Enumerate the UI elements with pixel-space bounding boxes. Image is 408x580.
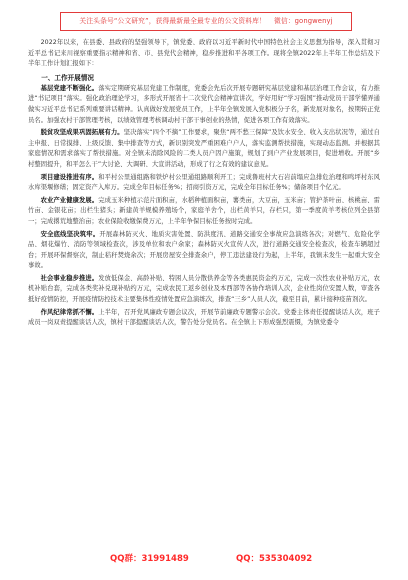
paragraph-text: 开展森林防灭火、地质灾害处置、防洪度汛、道路交通安全事故应急演练各次；对燃气、危险化学品、烟花爆竹、消防等领域检查次，涉及单位和农户余家；森林防灭火宣传人次，进行道路交通安全检查次，检查车辆超过台；开展环保督察次，制止秸秆焚烧余次；开展房屋安全排查余户，停工违法建设行为起，上半年，我镇未发生一起重大安全事故。 — [28, 230, 380, 270]
paragraph-lead: 作风纪律常抓不懈。 — [40, 308, 99, 316]
qq-group: QQ群：31991489 — [110, 554, 189, 564]
banner-text: 关注头条号“公文研究”，获得最新最全最专业的公文资料库！ — [79, 17, 266, 25]
paragraph-lead: 基层党建不断强化。 — [40, 84, 99, 92]
paragraph-party-building — [28, 84, 380, 126]
top-banner[interactable] — [60, 12, 352, 31]
paragraph-text: 上半年，召开党风廉政专题会议次，开展节前廉政专题警示会次。党委主体责任提醒谈话人次，班子成员一岗双责提醒谈话人次，镇村干部提醒谈话人次，警告处分党员名。在全镇上下形成强烈震慑，为镇党委令 — [28, 308, 381, 327]
paragraph-poverty-alleviation — [28, 128, 380, 170]
paragraph-text: 完成玉米种植示范片面积亩，水稻种植面积亩，薯类亩，大豆亩，玉米亩；管护茶叶亩、核桃亩、雷竹亩、金银花亩；出栏生猪头；新建黄羊规模养殖场个，家庭羊舍个，出栏黄羊只，存栏只，第一季度黄羊考核位列全县第一；完成撂荒地整治亩；农业保险收缴保费万元，上半年争保目标任务按时完成。 — [28, 196, 381, 225]
paragraph-lead: 社会事业稳步推进。 — [40, 274, 99, 282]
paragraph-text: 落实定期研究基层党建工作制度，党委会先后次开展专题研究基层党建和基层治理工作会议，有力推进“书记项目”落实。强化政治理论学习，多形式开展省十二次党代会精神宣讲次，学好用好“学习强国”推动党员干部学懂弄通做实习近平总书记系列重要讲话精神。认真做好发展党员工作，上半年全镇发展入党积极分子名，新发展对象名，按期转正党员名。加强农村干部管理考核，以绩效管理考核调动村干部干事创业的热情，促进各项工作有效落实。 — [28, 84, 381, 124]
banner-wechat: 微信：gongwenyj — [273, 17, 333, 25]
paragraph-social — [28, 274, 380, 306]
qq-number: QQ：535304092 — [236, 554, 313, 564]
paragraph-lead: 农业产业健康发展。 — [40, 196, 99, 204]
footer-contacts — [0, 550, 408, 568]
paragraph-projects — [28, 173, 380, 194]
paragraph-lead: 脱贫攻坚成果巩固拓展有力。 — [40, 129, 124, 137]
paragraph-agriculture — [28, 196, 380, 228]
paragraph-safety — [28, 230, 380, 272]
paragraph-text: 发放低保金、高龄补贴、特困人员分散供养金等各类惠民资金约万元，完成一次性农业补贴万元，农机补贴台套，完成各类奖补兑现补贴约万元，完成农民工返乡创业及本西部等各协作培训人次，企业性岗位安置人数，审查各抵好疫情防控，开展疫情防控技术主要集体性疫情处置应急演练次，排查“三乡”人员人次，截至目前，累计接种疫苗剂次。 — [28, 274, 381, 304]
paragraph-lead: 项目建设推进有序。 — [40, 173, 99, 181]
section-heading: 一、工作开展情况 — [41, 73, 94, 82]
paragraph-text: 和平村公里通组路和铁炉村公里通组路顺利开工；完成鲁班村大石岩前塌应急排危治理和鸣坪村东风水库渠堰修缮；固定资产入库万。完成全年目标任务%；招商引资万元，完成全年目标任务%；储备项目个亿元。 — [28, 173, 381, 192]
document-body — [28, 38, 380, 329]
paragraph-text: 坚决落实“四个不摘”工作要求，聚焦“两不愁三保障”及饮水安全、收入支出状况等，通过自主申报、日常摸排、上级反馈、集中排查等方式，新识别突发严重困难户户人，落实监测帮扶措施，实现动态监测。并根据其家庭情况和需求落实了帮扶措施。对全镇未消除风险的二类人员户因户施策，规划了到户产业发展项目，促进增收。开展“乡村整固提升，和平怎么干”大讨论、大调研、大宣讲活动，形成了行之有效的建议意见。 — [28, 129, 380, 168]
paragraph-discipline — [28, 308, 380, 329]
intro-paragraph: 2022年以来，在县委、县政府的坚强领导下，镇党委、政府以习近平新时代中国特色社会主义思想为指导，深入贯彻习近平总书记来川视察重要指示精神和省、市、县党代会精神，稳步推进和平各项工作。现将全镇2022年上半年工作总结及下半年工作计划汇报如下： — [28, 39, 380, 68]
paragraph-lead: 安全底线坚决筑牢。 — [40, 230, 100, 238]
